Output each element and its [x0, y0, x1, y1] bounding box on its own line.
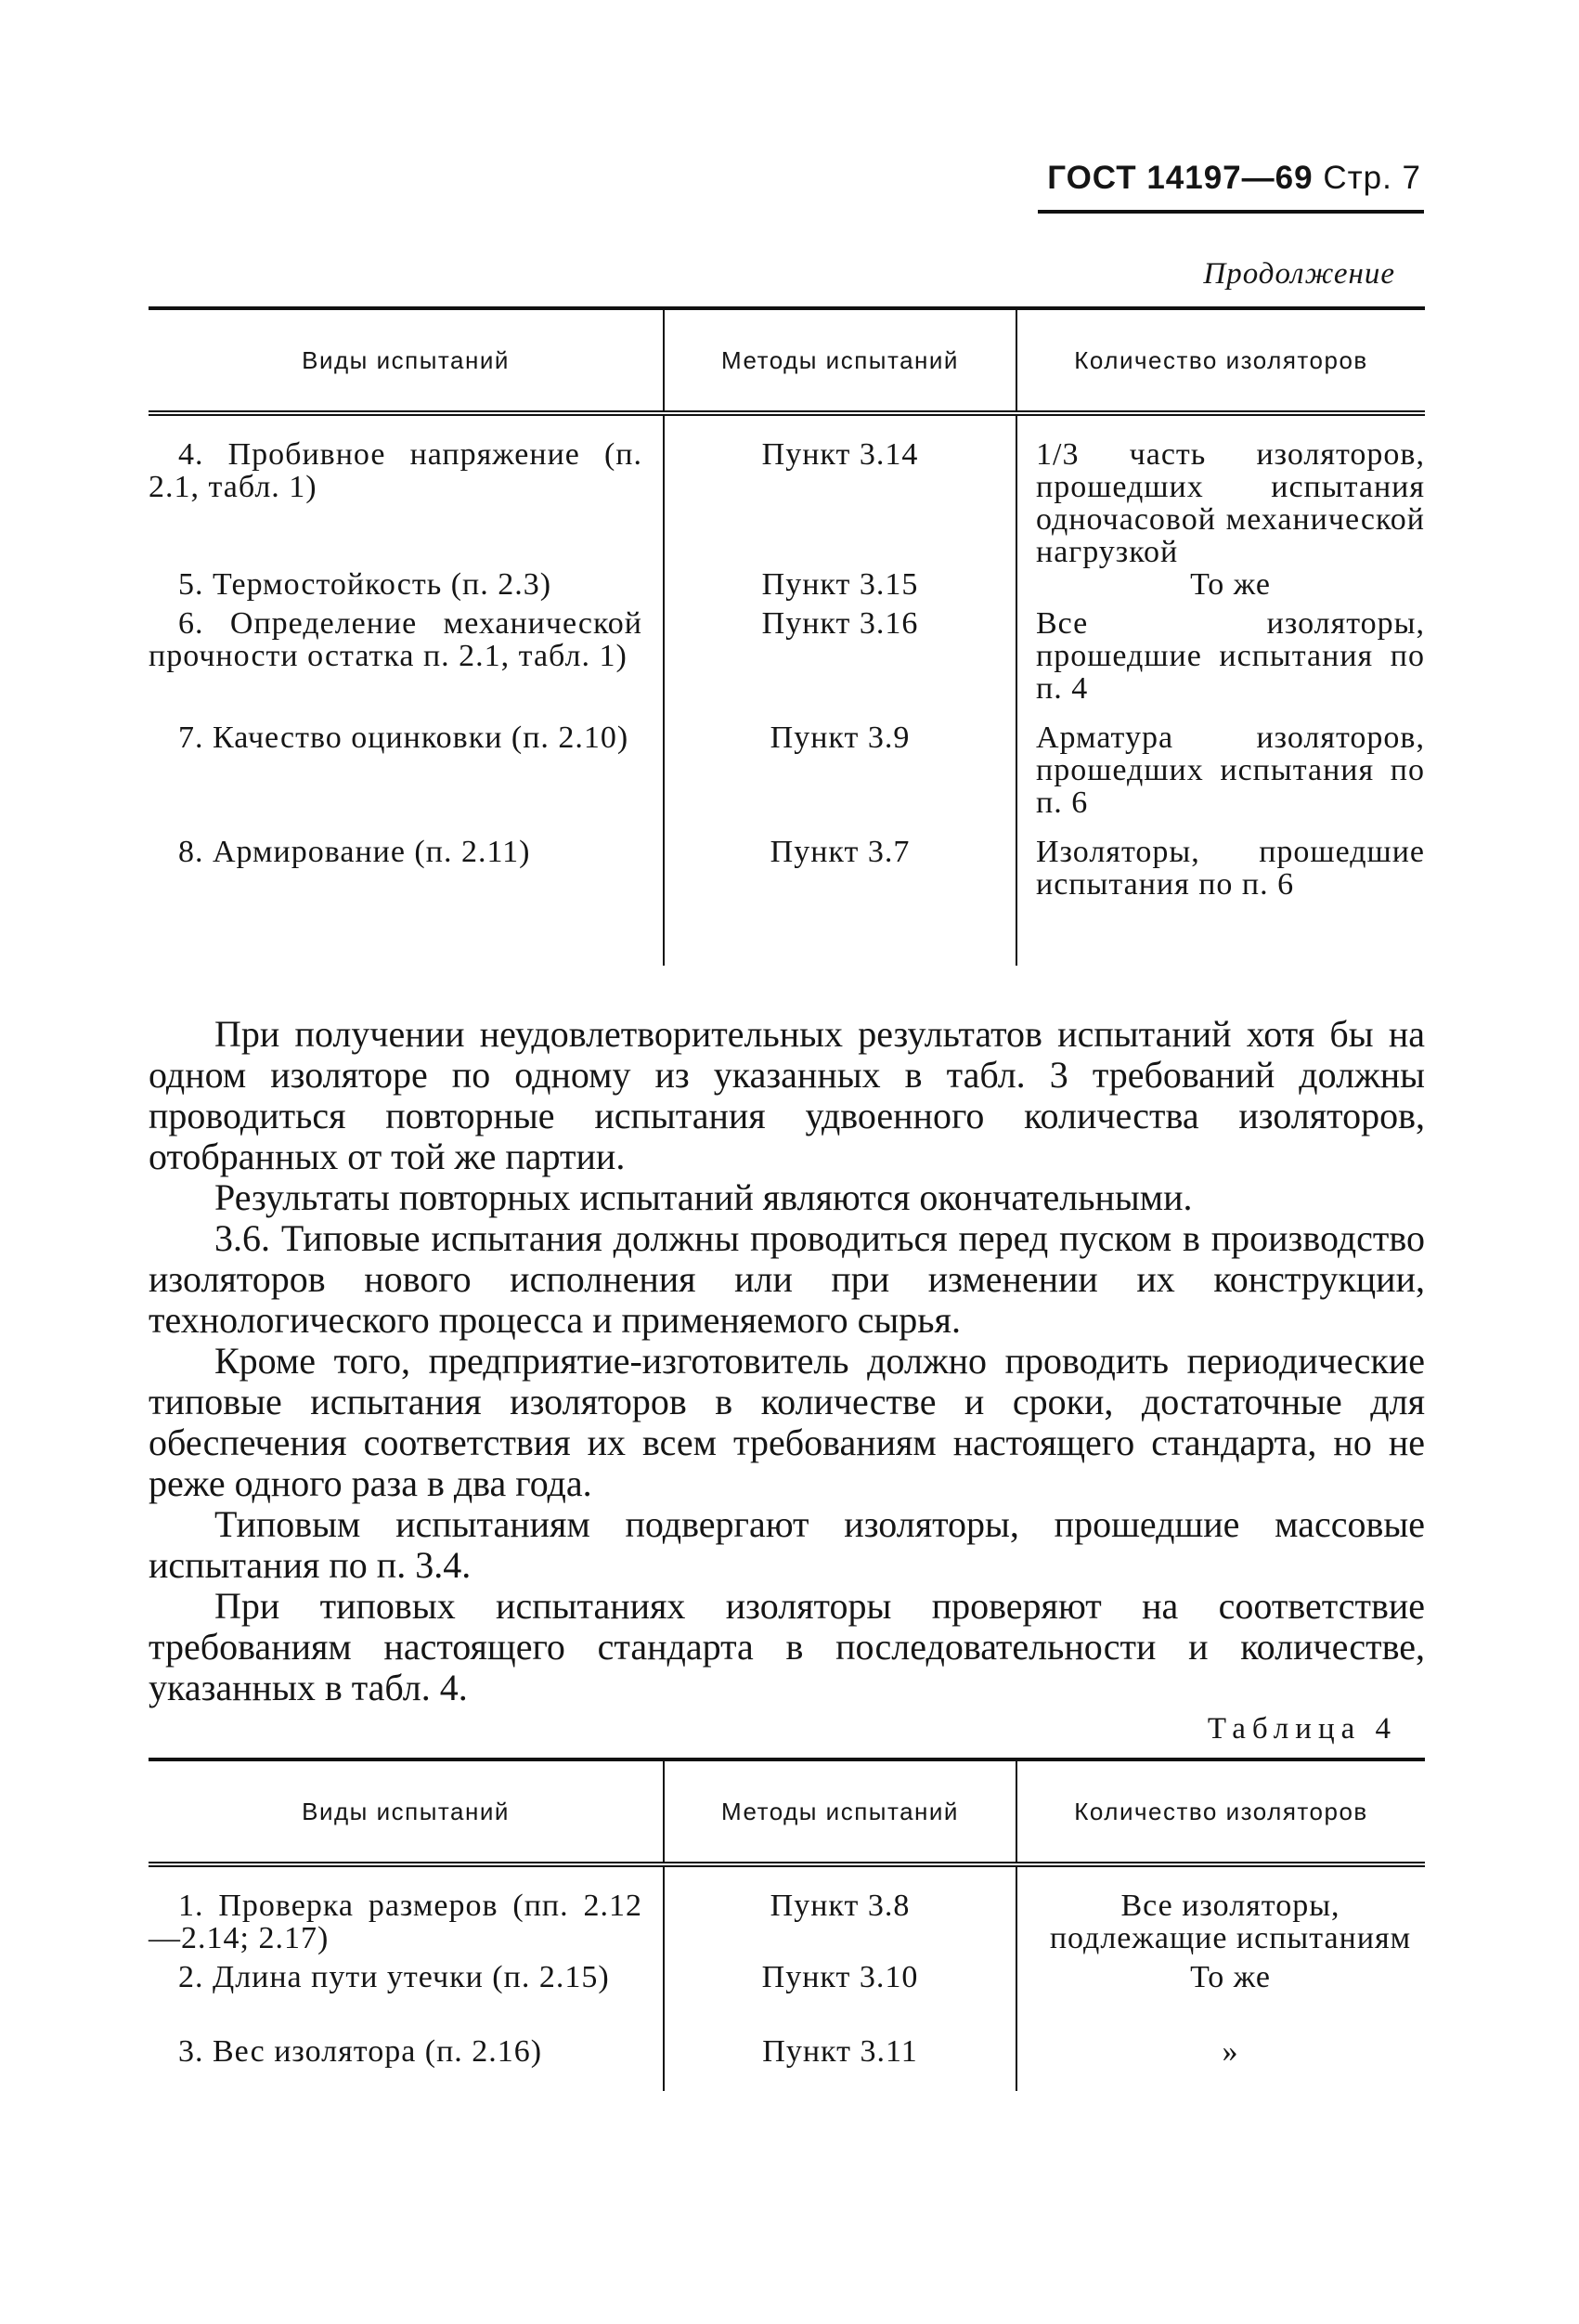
test-kind: 2. Длина пути утечки (п. 2.15) — [178, 1960, 610, 1994]
test-kind: 4. Пробивное напряжение (п. 2.1, табл. 1) — [149, 437, 642, 504]
test-quantity: То же — [1190, 567, 1271, 602]
page-number: Стр. 7 — [1323, 160, 1421, 196]
table-3-continued — [149, 306, 1425, 966]
test-method: Пункт 3.15 — [664, 568, 1016, 607]
table-row — [149, 568, 1425, 607]
column-header-quantity: Количество изоляторов — [1016, 1759, 1425, 1864]
paragraph: Типовым испытаниям подвергают изоляторы, прошедшие массовые испытания по п. 3.4. — [149, 1503, 1425, 1586]
test-kind: 6. Определение механической прочности остатка п. 2.1, табл. 1) — [149, 606, 642, 673]
test-quantity: Изоляторы, прошедшие испытания по п. 6 — [1036, 835, 1425, 902]
test-method: Пункт 3.8 — [664, 1864, 1016, 1961]
test-method: Пункт 3.9 — [664, 721, 1016, 836]
table-4-caption: Таблица 4 — [1207, 1712, 1397, 1746]
test-kind: 7. Качество оцинковки (п. 2.10) — [178, 721, 629, 755]
paragraph: При получении неудовлетворительных результатов испытаний хотя бы на одном изоляторе по одному из указанных в табл. 3 требований должны проводиться повторные испытания удвоенного количества изоляторов, отобранных от той же партии. — [149, 1013, 1425, 1177]
test-quantity: Все изоляторы, прошедшие испытания по п. 4 — [1036, 606, 1425, 706]
test-kind: 1. Проверка размеров (пп. 2.12—2.14; 2.17) — [149, 1889, 642, 1955]
test-method: Пункт 3.10 — [664, 1961, 1016, 2035]
paragraph: При типовых испытаниях изоляторы проверяют на соответствие требованиям настоящего стандарта в последовательности и количестве, указанных в табл. 4. — [149, 1585, 1425, 1708]
standard-number: ГОСТ 14197—69 — [1047, 160, 1314, 196]
table-row — [149, 721, 1425, 836]
paragraph: Результаты повторных испытаний являются окончательными. — [214, 1176, 1193, 1218]
column-header-method: Методы испытаний — [664, 1759, 1016, 1864]
body-text — [149, 1014, 1425, 1708]
test-method: Пункт 3.16 — [664, 607, 1016, 721]
table-row — [149, 1864, 1425, 1961]
table-header-row — [149, 1759, 1425, 1864]
test-method: Пункт 3.11 — [664, 2035, 1016, 2091]
test-quantity: Все изоляторы, подлежащие испытаниям — [1049, 1889, 1412, 1955]
continued-label: Продолжение — [1203, 257, 1395, 291]
table-row — [149, 1961, 1425, 2035]
paragraph: Кроме того, предприятие-изготовитель должно проводить периодические типовые испытания изоляторов в количестве и сроки, достаточные для обеспечения соответствия их всем требованиям настоящего стандарта, но не реже одного раза в два года. — [149, 1340, 1425, 1504]
table-header-row — [149, 308, 1425, 413]
table-row — [149, 836, 1425, 966]
table-row — [149, 607, 1425, 721]
table-row — [149, 413, 1425, 568]
table-row — [149, 2035, 1425, 2091]
test-kind: 5. Термостойкость (п. 2.3) — [178, 567, 552, 602]
column-header-method: Методы испытаний — [664, 308, 1016, 413]
test-method: Пункт 3.14 — [664, 413, 1016, 568]
column-header-quantity: Количество изоляторов — [1016, 308, 1425, 413]
paragraph: 3.6. Типовые испытания должны проводиться перед пуском в производство изоляторов нового исполнения или при изменении их конструкции, технологического процесса и применяемого сырья. — [149, 1217, 1425, 1341]
column-header-kind: Виды испытаний — [149, 1759, 664, 1864]
test-quantity: То же — [1190, 1960, 1271, 1994]
fraction-one-third: 1/3 — [1036, 437, 1080, 472]
test-kind: 8. Армирование (п. 2.11) — [178, 835, 531, 869]
header-rule — [1038, 210, 1424, 214]
column-header-kind: Виды испытаний — [149, 308, 664, 413]
test-quantity: Арматура изоляторов, прошедших испытания по п. 6 — [1036, 721, 1425, 820]
test-method: Пункт 3.7 — [664, 836, 1016, 966]
table-4 — [149, 1758, 1425, 2091]
page-header — [1047, 160, 1421, 197]
test-quantity: » — [1222, 2034, 1239, 2069]
test-kind: 3. Вес изолятора (п. 2.16) — [178, 2034, 543, 2069]
test-quantity: часть изоляторов, прошедших испытания одночасовой механической нагрузкой — [1036, 437, 1425, 569]
